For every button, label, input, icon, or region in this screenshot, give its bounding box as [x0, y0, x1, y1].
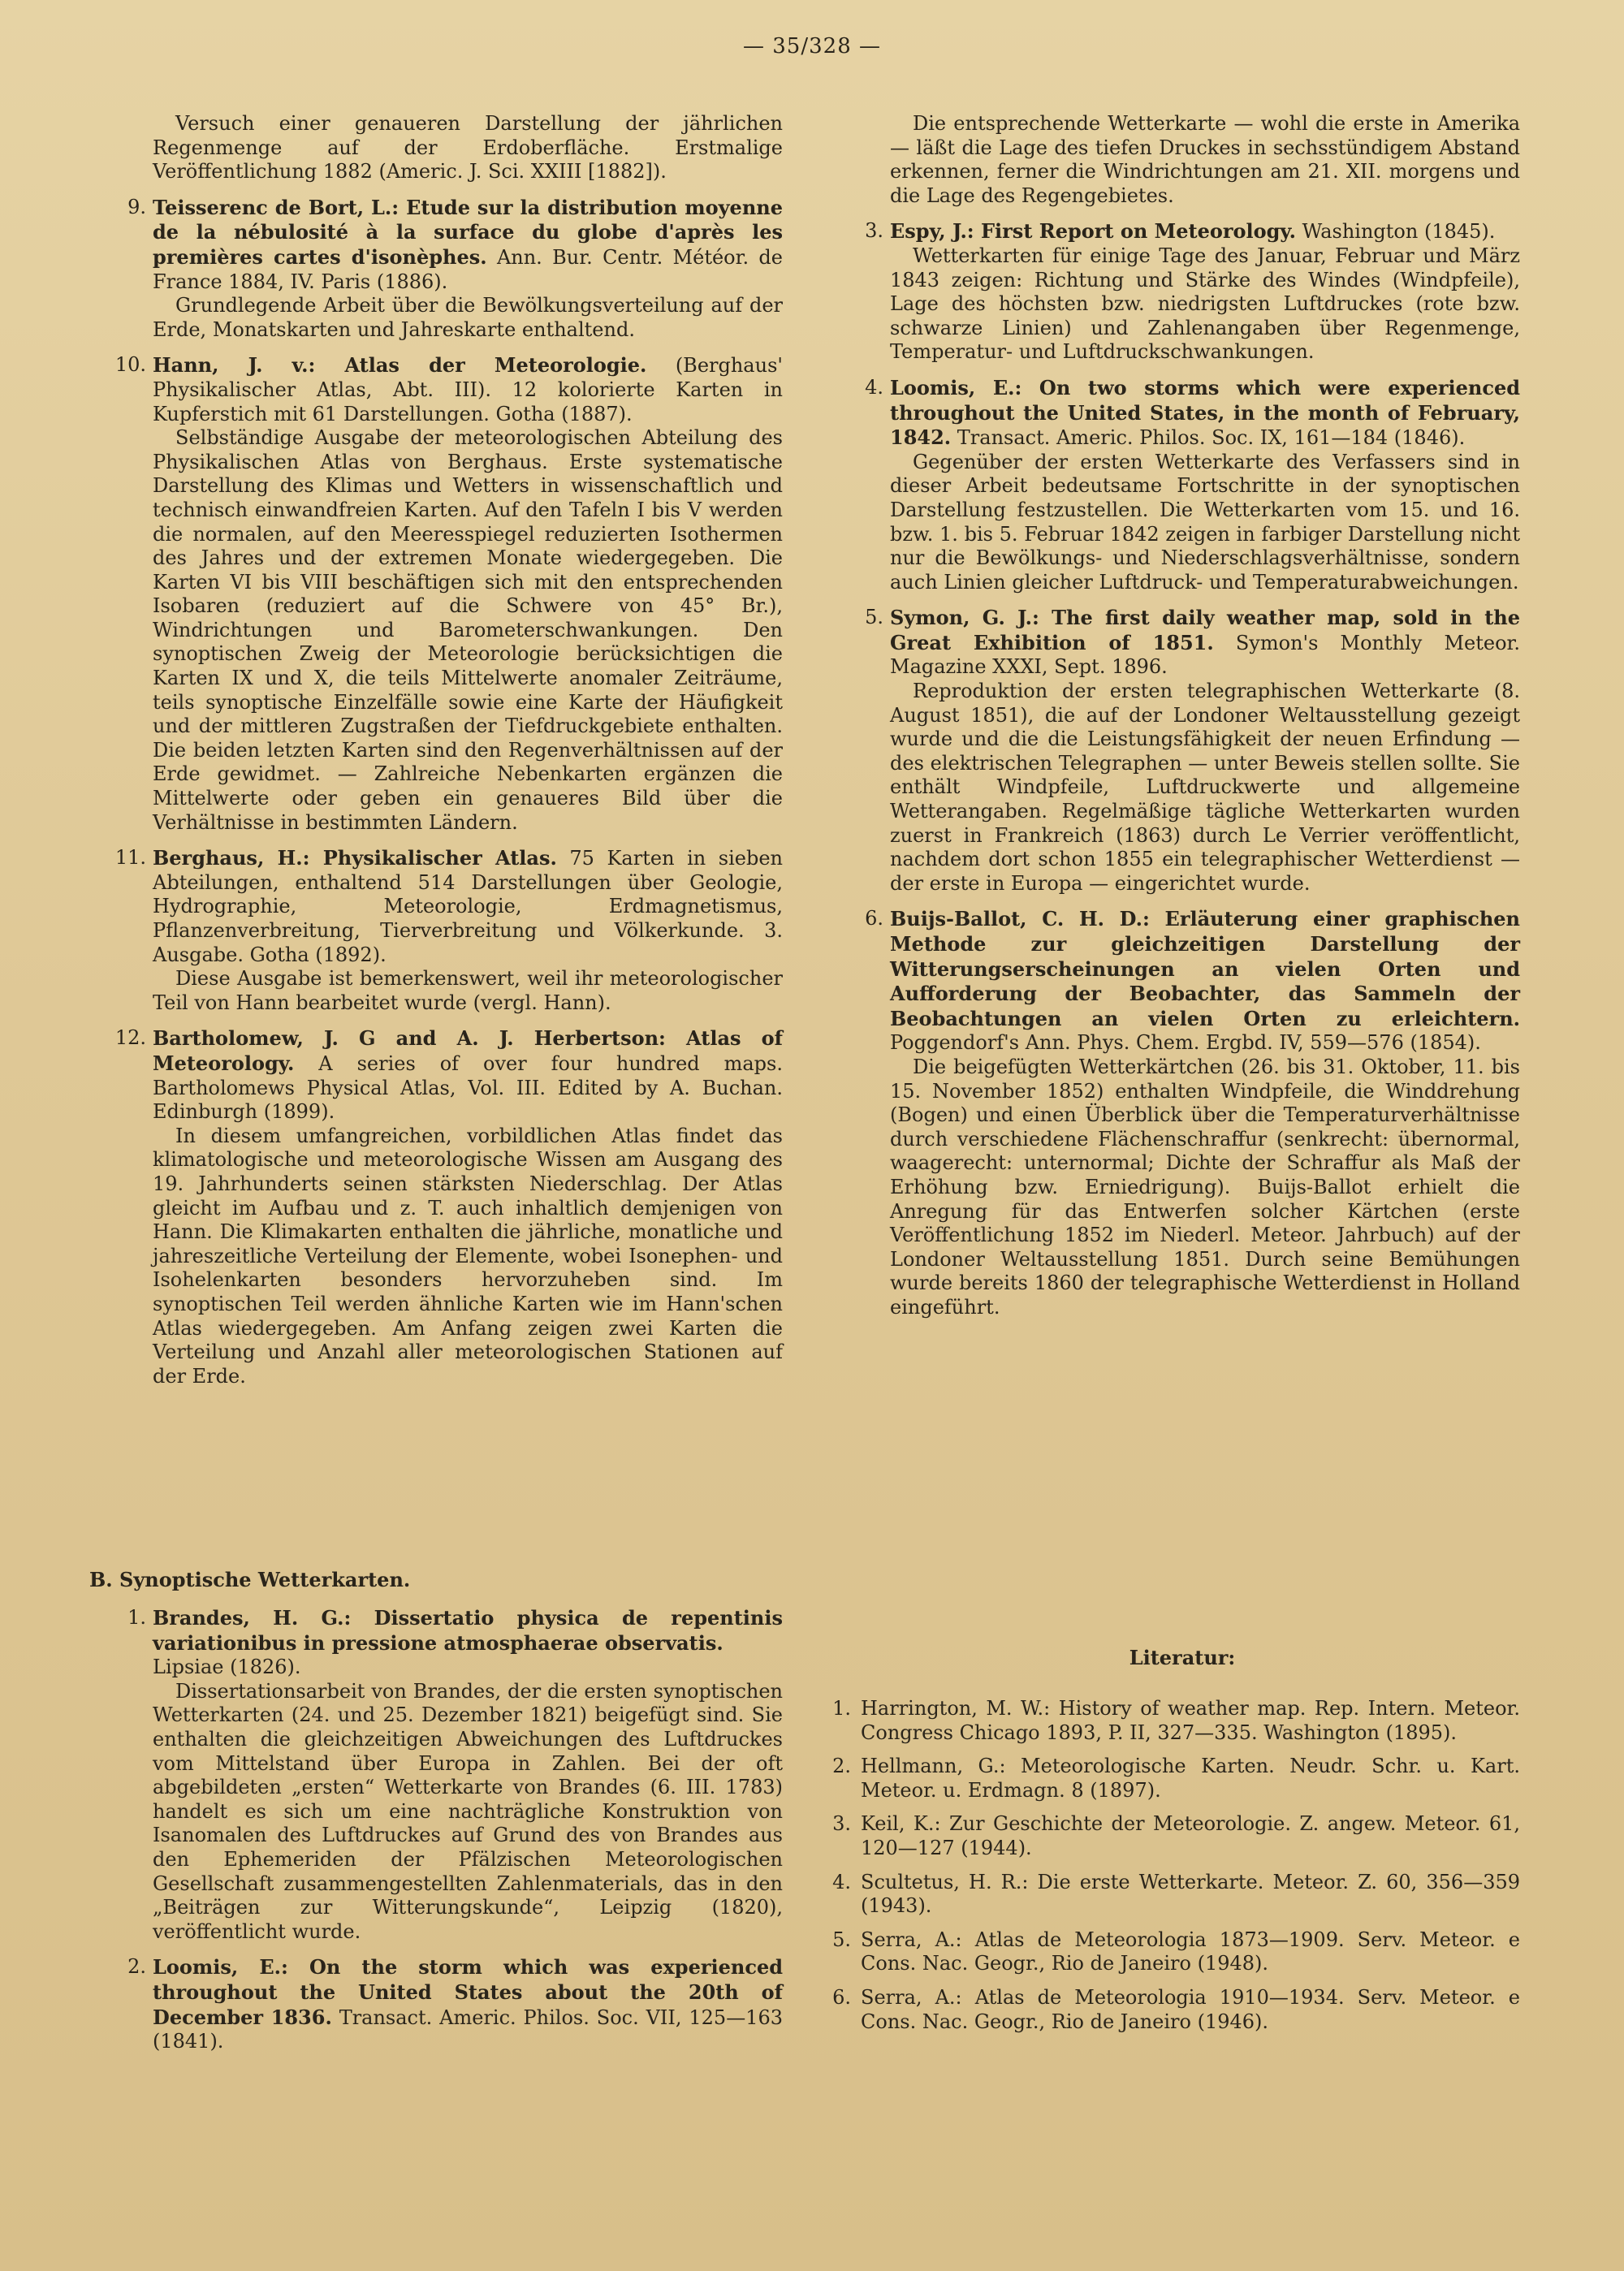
- entry-title: Berghaus, H.: Physikalischer Atlas.: [153, 846, 557, 870]
- list-item: [107, 1606, 783, 1944]
- list-item: [107, 1026, 783, 1388]
- entry-number: 3.: [832, 1812, 851, 1836]
- entry-description: Selbständige Ausgabe der meteorologischen Abteilung des Physikalischen Atlas von Berghaus. Erste systematische Darstellung des Klimas und Wetters in wissenschaftlich und technisch einwandfreien Karten. Auf den Tafeln I bis V werden die normalen, auf den Meeresspiegel reduzierten Isothermen des Jahres und der extremen Monate wiedergegeben. Die Karten VI bis VIII beschäftigen sich mit den entsprechenden Isobaren (reduziert auf die Schwere von 45° Br.), Windrichtungen und Barometerschwankungen. Den synoptischen Zweig der Meteorologie berücksichtigen die Karten IX und X, die teils Mittelwerte anomaler Zeiträume, teils synoptische Einzelfälle sowie eine Karte der Häufigkeit und der mittleren Zugstraßen der Tiefdruckgebiete enthalten. Die beiden letzten Karten sind den Regenverhältnissen auf der Erde gewidmet. — Zahlreiche Nebenkarten ergänzen die Mittelwerte oder geben ein genaueres Bild über die Verhältnisse in bestimmten Ländern.: [153, 426, 783, 834]
- right-column: [844, 112, 1520, 1332]
- entry-title: Loomis, E.: On two storms which were experienced throughout the United States, in the month of February, 1842.: [890, 375, 1520, 450]
- entry-description: Wetterkarten für einige Tage des Januar, Februar und März 1843 zeigen: Richtung und Stärke des Windes (Windpfeile), Lage des höchsten bzw. niedrigsten Luftdruckes (rote bzw. schwarze Linien) und Zahlenangaben über Regenmenge, Temperatur- und Luftdruckschwankungen.: [890, 244, 1520, 364]
- entry-number: 10.: [114, 353, 146, 377]
- entry-title: Symon, G. J.: The first daily weather map, sold in the Great Exhibition of 1851.: [890, 606, 1520, 654]
- list-item: [844, 112, 1520, 208]
- entry-title: Brandes, H. G.: Dissertatio physica de repentinis variationibus in pressione atmosphaerae observatis.: [153, 1606, 783, 1655]
- entry-citation: Transact. Americ. Philos. Soc. IX, 161—184 (1846).: [957, 426, 1466, 450]
- list-item: [812, 1697, 1520, 1745]
- entry-citation: 75 Karten in sieben Abteilungen, enthaltend 514 Darstellungen über Geologie, Hydrographie, Meteorologie, Erdmagnetismus, Pflanzenverbreitung, Tierverbreitung und Völkerkunde. 3. Ausgabe. Gotha (1892).: [153, 847, 783, 966]
- entry-number: 6.: [865, 907, 883, 930]
- entry-number: 4.: [832, 1870, 851, 1893]
- entry-description: Diese Ausgabe ist bemerkenswert, weil ihr meteorologischer Teil von Hann bearbeitet wurde (vergl. Hann).: [153, 967, 783, 1014]
- literature-text: Scultetus, H. R.: Die erste Wetterkarte. Meteor. Z. 60, 356—359 (1943).: [861, 1870, 1520, 1918]
- entry-number: 5.: [865, 606, 883, 629]
- list-item: [107, 353, 783, 835]
- literature-list: [812, 1697, 1520, 2044]
- entry-number: 11.: [114, 846, 146, 870]
- entry-description: Die beigefügten Wetterkärtchen (26. bis 31. Oktober, 11. bis 15. November 1852) enthalten Windpfeile, die Winddrehung (Bogen) und einen Überblick über die Temperaturverhältnisse durch verschiedene Flächenschraffur (senkrecht: übernormal, waagerecht: unternormal; Dichte der Schraffur als Maß der Erhöhung bzw. Erniedrigung). Buijs-Ballot erhielt die Anregung für das Entwerfen solcher Kärtchen (erste Veröffentlichung 1852 im Niederl. Meteor. Jahrbuch) auf der Londoner Weltausstellung 1851. Durch seine Bemühungen wurde bereits 1860 der telegraphische Wetterdienst in Holland eingeführt.: [890, 1055, 1520, 1319]
- literature-text: Serra, A.: Atlas de Meteorologia 1873—1909. Serv. Meteor. e Cons. Nac. Geogr., Rio de Janeiro (1948).: [861, 1928, 1520, 1975]
- list-item: [844, 219, 1520, 365]
- entry-description: Grundlegende Arbeit über die Bewölkungsverteilung auf der Erde, Monatskarten und Jahreskarte enthaltend.: [153, 294, 783, 341]
- entry-citation: Washington (1845).: [1302, 220, 1496, 244]
- entry-citation: Poggendorf's Ann. Phys. Chem. Ergbd. IV, 559—576 (1854).: [890, 1031, 1481, 1055]
- entry-number: 12.: [114, 1026, 146, 1050]
- entry-text: Versuch einer genaueren Darstellung der jährlichen Regenmenge auf der Erdoberfläche. Erstmalige Veröffentlichung 1882 (Americ. J. Sci. XXIII [1882]).: [153, 112, 783, 183]
- entry-number: 6.: [832, 1985, 851, 2009]
- entry-description: In diesem umfangreichen, vorbildlichen Atlas findet das klimatologische und meteorologische Wissen am Ausgang des 19. Jahrhunderts seinen stärksten Niederschlag. Der Atlas gleicht im Aufbau und z. T. auch inhaltlich demjenigen von Hann. Die Klimakarten enthalten die jährliche, monatliche und jahreszeitliche Verteilung der Elemente, wobei Isonephen- und Isohelenkarten besonders hervorzuheben sind. Im synoptischen Teil werden ähnliche Karten wie im Hann'schen Atlas wiedergegeben. Am Anfang zeigen zwei Karten die Verteilung und Anzahl aller meteorologischen Stationen auf der Erde.: [153, 1124, 783, 1388]
- entry-description: Dissertationsarbeit von Brandes, der die ersten synoptischen Wetterkarten (24. und 25. Dezember 1821) beigefügt sind. Sie enthalten die gleichzeitigen Abweichungen des Luftdruckes vom Mittelstand über Europa in Zahlen. Bei der oft abgebildeten „ersten“ Wetterkarte von Brandes (6. III. 1783) handelt es sich um eine nachträgliche Konstruktion von Isanomalen des Luftdruckes auf Grund des von Brandes aus den Ephemeriden der Pfälzischen Meteorologischen Gesellschaft zusammengestellten Zahlenmaterials, das in den „Beiträgen zur Witterungskunde“, Leipzig (1820), veröffentlicht wurde.: [153, 1679, 783, 1943]
- entry-citation: Transact. Americ. Philos. Soc. VII, 125—163 (1841).: [153, 2005, 783, 2053]
- entry-number: 9.: [127, 195, 146, 218]
- section-heading: B. Synoptische Wetterkarten.: [89, 1568, 411, 1591]
- entry-number: 3.: [865, 219, 883, 243]
- list-item: [812, 1755, 1520, 1803]
- entry-title: Hann, J. v.: Atlas der Meteorologie.: [153, 353, 647, 378]
- entry-description: Gegenüber der ersten Wetterkarte des Verfassers sind in dieser Arbeit bedeutsame Fortschritte in der synoptischen Darstellung festzustellen. Die Wetterkarten vom 15. und 16. bzw. 1. bis 5. Februar 1842 zeigen in farbiger Darstellung nicht nur die Bewölkungs- und Niederschlagsverhältnisse, sondern auch Linien gleicher Luftdruck- und Temperaturabweichungen.: [890, 450, 1520, 594]
- list-item: [812, 1871, 1520, 1919]
- page-number: — 35/328 —: [743, 34, 881, 58]
- list-item: [812, 1928, 1520, 1976]
- entry-citation: (Berghaus' Physikalischer Atlas, Abt. III). 12 kolorierte Karten in Kupferstich mit 61 Darstellungen. Gotha (1887).: [153, 354, 783, 425]
- entry-number: 1.: [127, 1606, 146, 1629]
- list-item: [107, 846, 783, 1015]
- list-item: [812, 1986, 1520, 2034]
- literature-text: Hellmann, G.: Meteorologische Karten. Neudr. Schr. u. Kart. Meteor. u. Erdmagn. 8 (1897).: [861, 1755, 1520, 1802]
- entry-title: Espy, J.: First Report on Meteorology.: [890, 219, 1296, 244]
- left-column: [107, 112, 783, 1400]
- entry-description: Reproduktion der ersten telegraphischen Wetterkarte (8. August 1851), die auf der Londoner Weltausstellung gezeigt wurde und die die Leistungsfähigkeit der neuen Erfindung — des elektrischen Telegraphen — unter Beweis stellen sollte. Sie enthält Windpfeile, Luftdruckwerte und allgemeine Wetterangaben. Regelmäßige tägliche Wetterkarten wurden zuerst in Frankreich (1863) durch Le Verrier veröffentlicht, nachdem dort schon 1855 ein telegraphischer Wetterdienst — der erste in Europa — eingerichtet wurde.: [890, 680, 1520, 895]
- entry-number: 5.: [832, 1928, 851, 1951]
- list-item: [844, 376, 1520, 594]
- list-item: [107, 112, 783, 184]
- entry-citation: Lipsiae (1826).: [153, 1656, 301, 1679]
- entry-citation: A series of over four hundred maps. Bartholomews Physical Atlas, Vol. III. Edited by A. Buchan. Edinburgh (1899).: [153, 1051, 783, 1124]
- entry-citation: Symon's Monthly Meteor. Magazine XXXI, Sept. 1896.: [890, 631, 1520, 679]
- literature-heading: Literatur:: [1129, 1646, 1236, 1669]
- list-item: [844, 907, 1520, 1319]
- entry-citation: Ann. Bur. Centr. Météor. de France 1884, IV. Paris (1886).: [153, 245, 783, 293]
- entry-text: Die entsprechende Wetterkarte — wohl die erste in Amerika — läßt die Lage des tiefen Druckes in sechsstündigem Abstand erkennen, ferner die Windrichtungen am 21. XII. morgens und die Lage des Regengebietes.: [890, 112, 1520, 207]
- entry-title: Loomis, E.: On the storm which was experienced throughout the United States about the 20th of December 1836.: [153, 1955, 783, 2029]
- literature-text: Serra, A.: Atlas de Meteorologia 1910—1934. Serv. Meteor. e Cons. Nac. Geogr., Rio de Janeiro (1946).: [861, 1985, 1520, 2033]
- entry-number: 2.: [127, 1955, 146, 1979]
- list-item: [107, 1955, 783, 2053]
- entry-number: 4.: [865, 375, 883, 399]
- list-item: [844, 606, 1520, 896]
- entry-title: Buijs-Ballot, C. H. D.: Erläuterung einer graphischen Methode zur gleichzeitigen Darstellung der Witterungserscheinungen an vielen Orten und Aufforderung der Beobachter, das Sammeln der Beobachtungen an vielen Orten zu erleichtern.: [890, 907, 1520, 1030]
- list-item: [107, 196, 783, 343]
- list-item: [812, 1812, 1520, 1860]
- section-b-list: [107, 1606, 783, 2066]
- literature-text: Keil, K.: Zur Geschichte der Meteorologie. Z. angew. Meteor. 61, 120—127 (1944).: [861, 1812, 1520, 1859]
- entry-title: Teisserenc de Bort, L.: Etude sur la distribution moyenne de la nébulosité à la surface du globe d'après les premières cartes d'isonèphes.: [153, 195, 783, 269]
- literature-text: Harrington, M. W.: History of weather map. Rep. Intern. Meteor. Congress Chicago 1893, P. II, 327—335. Washington (1895).: [861, 1697, 1520, 1744]
- entry-number: 2.: [832, 1755, 851, 1778]
- entry-number: 1.: [832, 1697, 851, 1720]
- entry-title: Bartholomew, J. G and A. J. Herbertson: Atlas of Meteorology.: [153, 1026, 783, 1075]
